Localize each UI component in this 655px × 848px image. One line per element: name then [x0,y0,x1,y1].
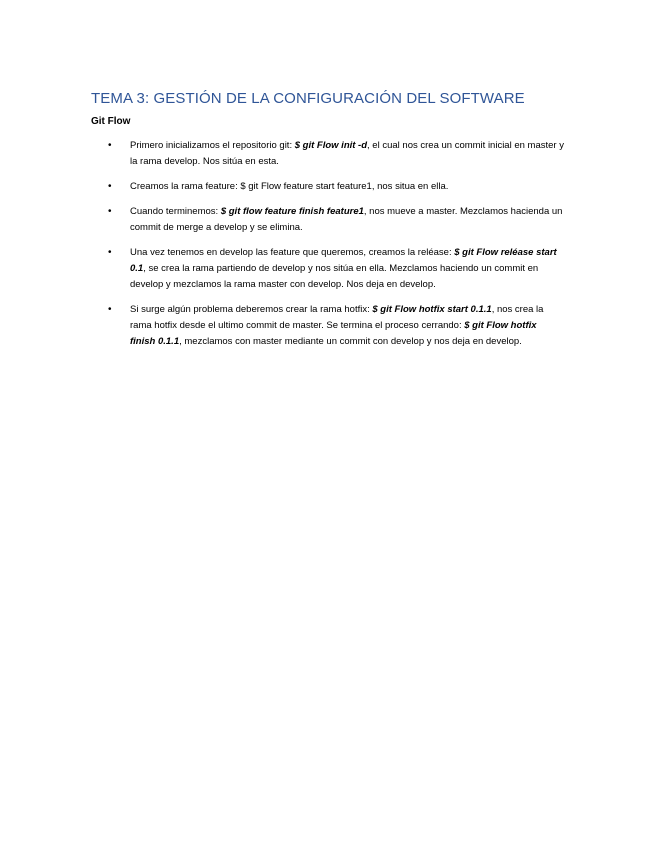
list-item [108,179,564,195]
item-text: , mezclamos con master mediante un commit con develop y nos deja en develop. [179,336,522,347]
bullet-icon: • [108,140,112,151]
command-text: $ git flow feature finish feature1 [220,206,364,217]
command-text: $ git Flow hotfix finish 0.1.1 [130,320,537,347]
command-text: $ git Flow reléase start 0.1 [130,247,557,274]
list-item [108,245,564,293]
bullet-icon: • [108,247,112,258]
list-item [108,302,564,350]
bullet-icon: • [108,206,112,217]
item-text: Si surge algún problema deberemos crear la rama hotfix: [130,304,373,315]
section-heading: Git Flow [91,116,131,127]
item-text: , el cual nos crea un commit inicial en master y la rama develop. Nos sitúa en esta. [130,140,564,167]
item-text: Una vez tenemos en develop las feature que queremos, creamos la reléase: [130,247,455,258]
command-text: $ git Flow init -d [294,140,368,151]
item-text: , nos mueve a master. Mezclamos hacienda un commit de merge a develop y se elimina. [130,206,563,233]
item-text: Cuando terminemos: [130,206,221,217]
command-text: $ git Flow hotfix start 0.1.1 [372,304,492,315]
bullet-list [0,138,655,359]
bullet-icon: • [108,181,112,192]
item-text: Primero inicializamos el repositorio git: [130,140,295,151]
item-text: , nos crea la rama hotfix desde el ultimo commit de master. Se termina el proceso cerrando: [130,304,544,331]
bullet-icon: • [108,304,112,315]
item-text: , se crea la rama partiendo de develop y nos sitúa en ella. Mezclamos haciendo un commit en develop y mezclamos la rama master con develop. Nos deja en develop. [130,263,539,290]
page-title: TEMA 3: GESTIÓN DE LA CONFIGURACIÓN DEL SOFTWARE [91,90,525,107]
list-item [108,138,564,170]
item-text: Creamos la rama feature: $ git Flow feature start feature1, nos situa en ella. [130,181,449,192]
list-item [108,204,564,236]
